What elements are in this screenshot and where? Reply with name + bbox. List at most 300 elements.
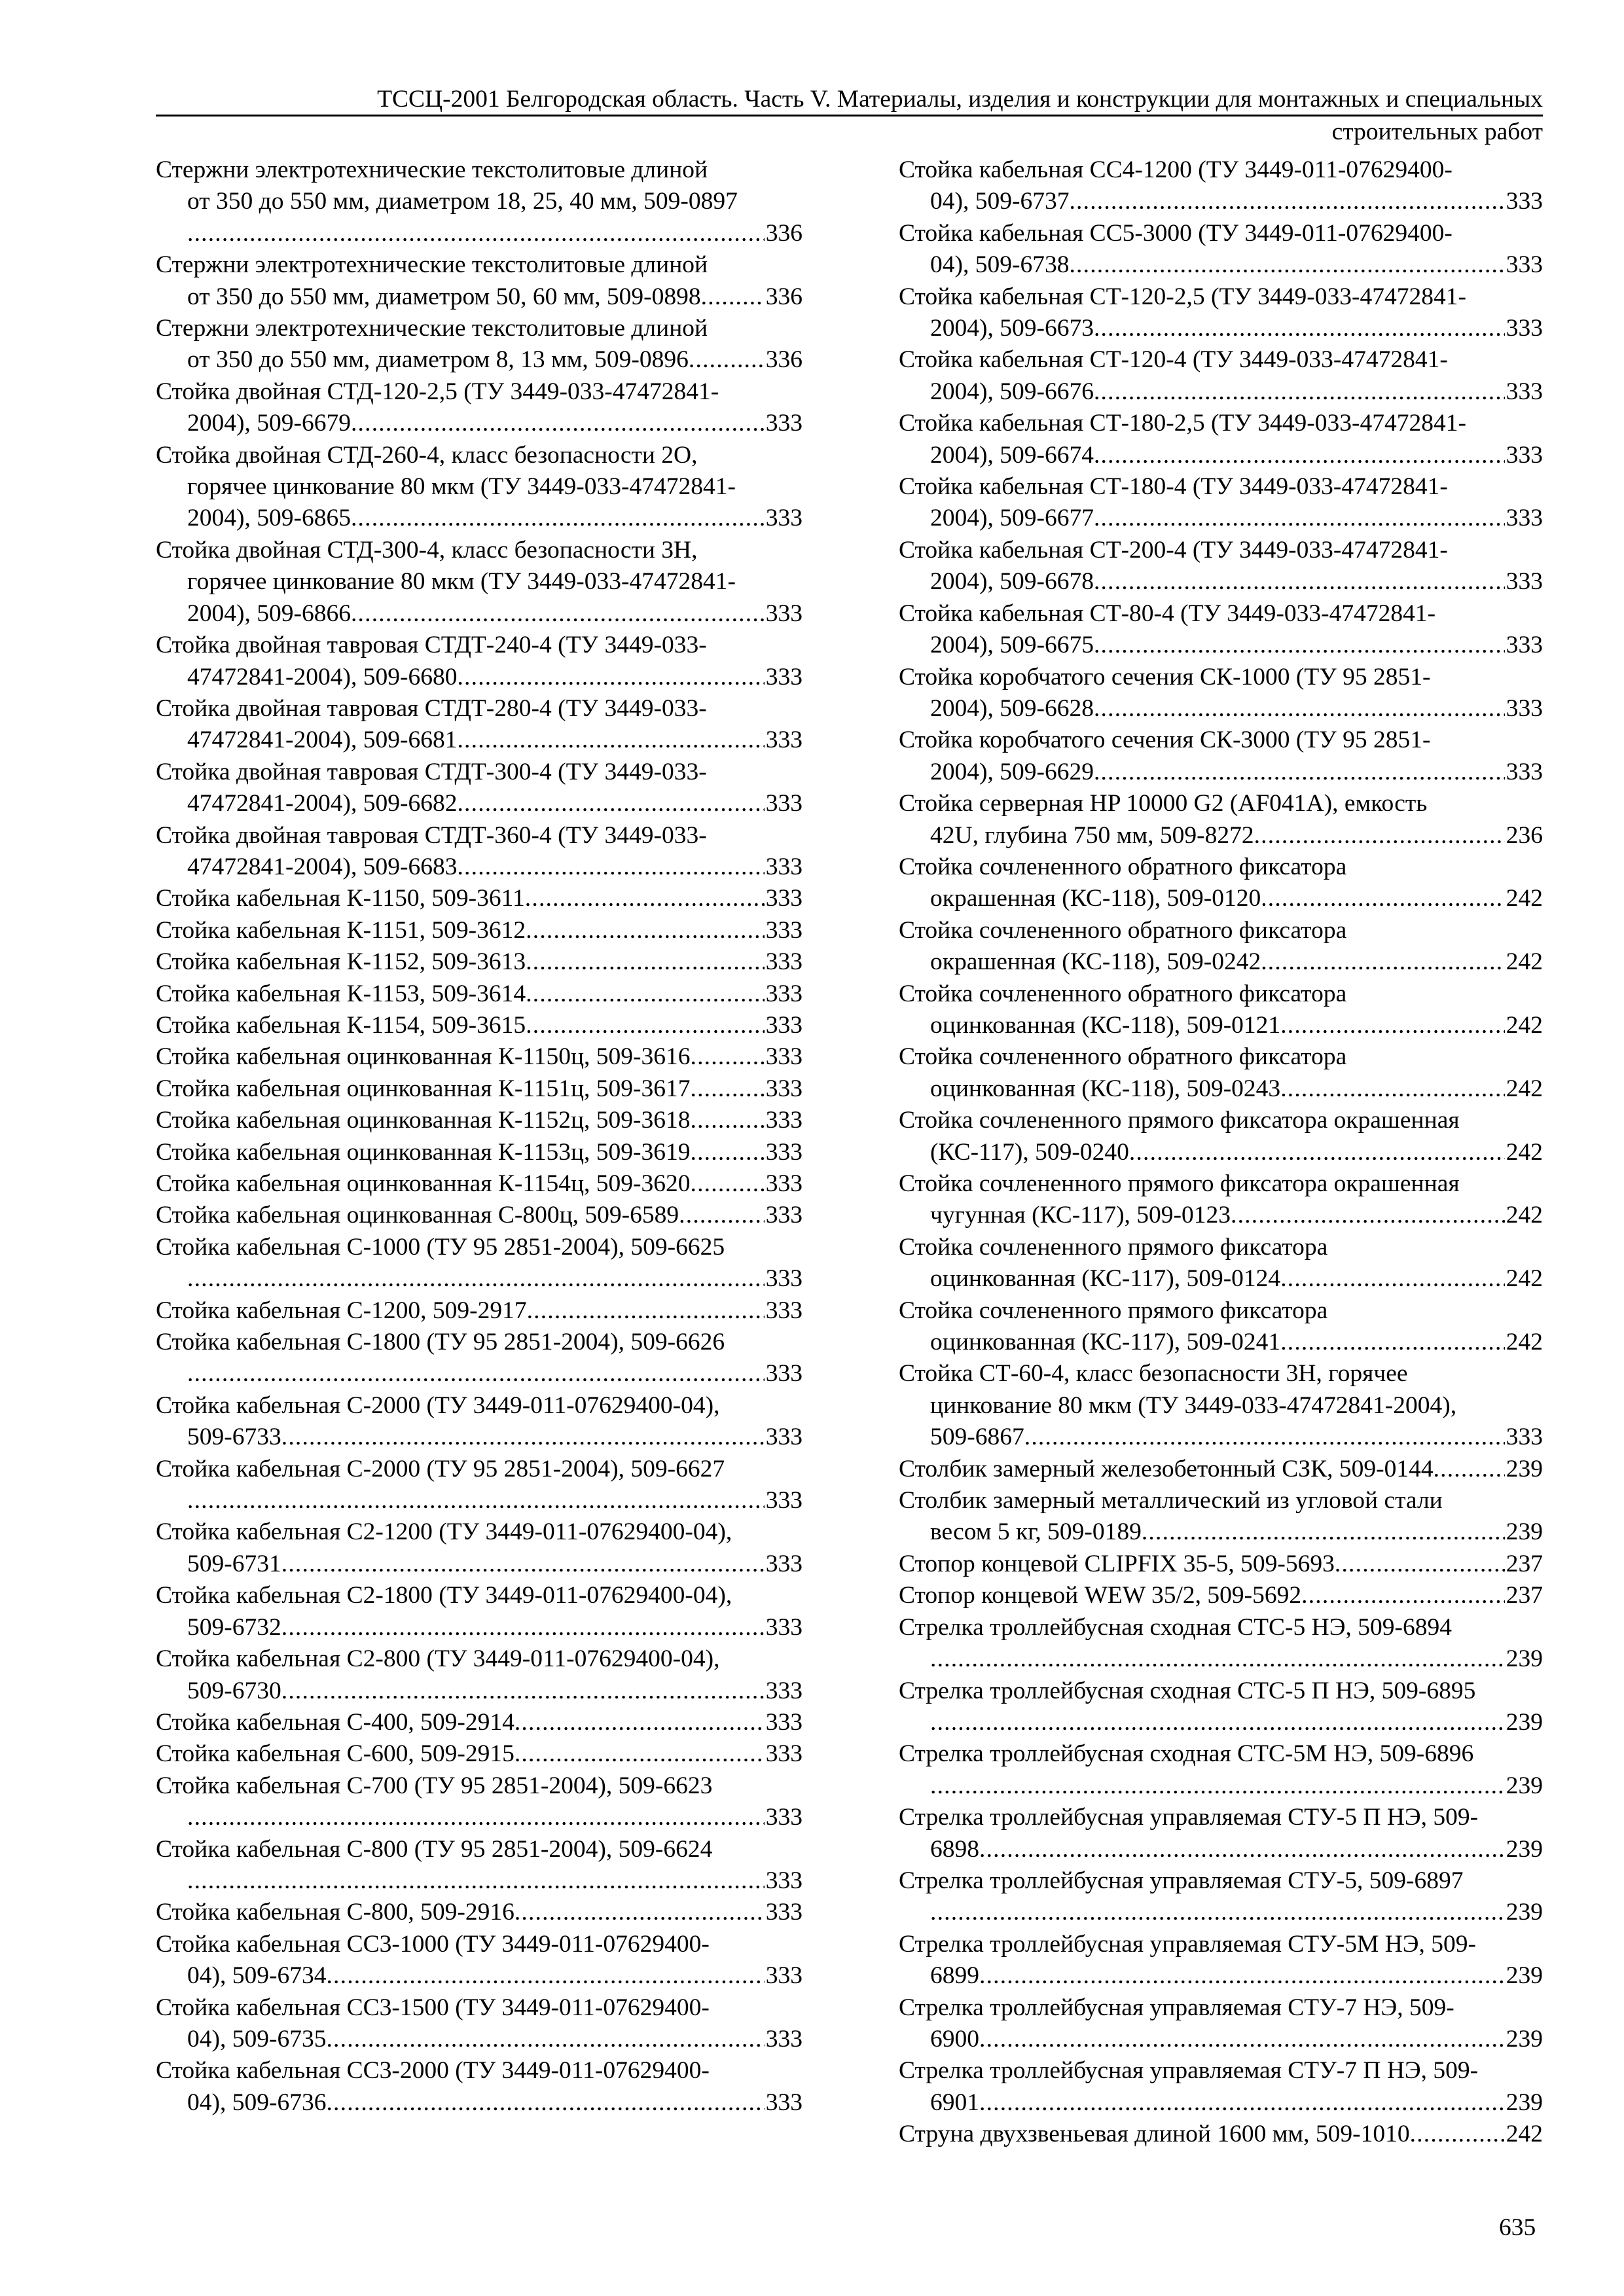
index-column-right (899, 154, 1543, 2151)
entry-text: Стойка серверная HP 10000 G2 (AF041A), емкость (899, 790, 1428, 817)
entry-text: Стойка сочлененного прямого фиксатора окрашенная (899, 1170, 1460, 1197)
index-entry (156, 1105, 803, 1136)
entry-page: 333 (765, 790, 803, 817)
entry-text: цинкование 80 мкм (ТУ 3449-033-47472841-2004), (930, 1391, 1457, 1419)
entry-text: Стойка кабельная С-1000 (ТУ 95 2851-2004), 509-6625 (156, 1233, 725, 1261)
index-entry (156, 1643, 803, 1707)
index-entry (156, 2055, 803, 2119)
entry-text: 04), 509-6734 (187, 1962, 327, 1990)
index-entry (156, 1168, 803, 1200)
dot-leader (679, 1200, 765, 1231)
entry-page: 333 (765, 1962, 803, 1990)
dot-leader (187, 1358, 765, 1390)
entry-page: 242 (1506, 885, 1543, 912)
dot-leader (691, 1137, 765, 1168)
index-entry (899, 725, 1543, 788)
index-entry (156, 820, 803, 884)
index-entry (899, 852, 1543, 915)
entry-text: Стойка двойная тавровая СТДТ-280-4 (ТУ 3449-033- (156, 694, 707, 722)
entry-page: 333 (1506, 315, 1543, 342)
dot-leader (351, 598, 765, 630)
index-entry (899, 154, 1543, 218)
entry-text: Стойка двойная СТД-260-4, класс безопасности 2О, (156, 441, 698, 469)
entry-text: Стойка двойная тавровая СТДТ-300-4 (ТУ 3449-033- (156, 758, 707, 785)
entry-page: 333 (1506, 694, 1543, 722)
dot-leader (187, 1802, 765, 1833)
entry-text: Стойка кабельная СС3-1000 (ТУ 3449-011-07629400- (156, 1930, 710, 1958)
index-entry (156, 1295, 803, 1327)
index-entry (899, 218, 1543, 281)
entry-text: Стержни электротехнические текстолитовые длиной (156, 315, 708, 342)
entry-page: 239 (1506, 1835, 1543, 1863)
entry-page: 242 (1506, 948, 1543, 976)
dot-leader (689, 344, 765, 376)
entry-text: 509-6731 (187, 1550, 281, 1577)
index-entry (899, 344, 1543, 408)
dot-leader (187, 218, 765, 249)
entry-page: 333 (765, 2089, 803, 2116)
entry-text: 2004), 509-6673 (930, 315, 1094, 342)
entry-text: Стойка коробчатого сечения СК-1000 (ТУ 95 2851- (899, 663, 1431, 691)
entry-page: 242 (1506, 1265, 1543, 1293)
entry-text: Стойка двойная СТД-300-4, класс безопасности 3Н, (156, 536, 698, 564)
entry-text: Стойка кабельная оцинкованная К-1150ц, 509-3616 (156, 1043, 691, 1071)
entry-text: Стойка кабельная СС5-3000 (ТУ 3449-011-07629400- (899, 219, 1453, 247)
entry-text: 509-6867 (930, 1424, 1024, 1451)
dot-leader (691, 1041, 765, 1073)
entry-text: Стойка кабельная оцинкованная К-1151ц, 509-3617 (156, 1075, 691, 1102)
running-header (156, 84, 1543, 145)
header-line-1: ТССЦ-2001 Белгородская область. Часть V. Материалы, изделия и конструкции для монтажных и специальных (377, 86, 1543, 113)
entry-text: Стойка сочлененного прямого фиксатора окрашенная (899, 1107, 1460, 1134)
entry-page: 333 (765, 1804, 803, 1831)
entry-page: 333 (765, 885, 803, 912)
entry-text: Стойка кабельная СТ-120-2,5 (ТУ 3449-033-47472841- (899, 283, 1467, 310)
dot-leader (457, 852, 764, 883)
entry-text: оцинкованная (КС-117), 509-0124 (930, 1265, 1281, 1293)
entry-text: Стойка кабельная СТ-80-4 (ТУ 3449-033-47472841- (899, 600, 1436, 627)
entry-text: Стойка кабельная оцинкованная С-800ц, 509-6589 (156, 1202, 679, 1229)
entry-text: Стойка кабельная С-2000 (ТУ 95 2851-2004), 509-6627 (156, 1455, 725, 1482)
index-entry (156, 1929, 803, 1992)
entry-text: Стойка кабельная С2-800 (ТУ 3449-011-07629400-04), (156, 1645, 720, 1673)
entry-text: 2004), 509-6676 (930, 378, 1094, 405)
entry-page: 333 (765, 600, 803, 627)
entry-text: Стойка сочлененного прямого фиксатора (899, 1297, 1328, 1324)
entry-page: 333 (765, 1107, 803, 1134)
entry-text: Стойка сочлененного обратного фиксатора (899, 1043, 1347, 1071)
entry-text: 2004), 509-6674 (930, 441, 1094, 469)
dot-leader (691, 1168, 765, 1200)
entry-text: 2004), 509-6866 (187, 600, 351, 627)
entry-text: 509-6732 (187, 1613, 281, 1641)
index-entry (156, 154, 803, 249)
entry-text: горячее цинкование 80 мкм (ТУ 3449-033-47472841- (187, 473, 736, 501)
entry-text: 2004), 509-6678 (930, 568, 1094, 596)
entry-text: (КС-117), 509-0240 (930, 1138, 1129, 1166)
dot-leader (1024, 1422, 1505, 1453)
dot-leader (457, 788, 764, 819)
entry-text: 47472841-2004), 509-6681 (187, 726, 458, 754)
index-column-left (156, 154, 803, 2119)
entry-text: Стержни электротехнические текстолитовые длиной (156, 251, 708, 279)
entry-page: 333 (765, 916, 803, 944)
index-entry (899, 1676, 1543, 1739)
dot-leader (187, 1865, 765, 1897)
index-entry (156, 1200, 803, 1231)
entry-text: 6898 (930, 1835, 979, 1863)
entry-page: 333 (765, 1424, 803, 1451)
dot-leader (930, 1707, 1505, 1738)
entry-text: Стойка сочлененного прямого фиксатора (899, 1233, 1328, 1261)
entry-page: 242 (1506, 1138, 1543, 1166)
entry-text: чугунная (КС-117), 509-0123 (930, 1202, 1231, 1229)
entry-text: Стойка двойная тавровая СТДТ-240-4 (ТУ 3449-033- (156, 632, 707, 659)
index-entry (156, 1992, 803, 2056)
entry-text: Стойка кабельная К-1153, 509-3614 (156, 980, 526, 1007)
index-entry (156, 1516, 803, 1580)
dot-leader (1254, 820, 1505, 852)
dot-leader (326, 1960, 764, 1992)
index-entry (156, 978, 803, 1010)
entry-page: 333 (765, 1138, 803, 1166)
entry-text: 47472841-2004), 509-6682 (187, 790, 458, 817)
entry-page: 333 (765, 1011, 803, 1039)
entry-text: 509-6730 (187, 1677, 281, 1704)
dot-leader (525, 883, 765, 914)
entry-text: Столбик замерный железобетонный СЗК, 509-0144 (899, 1455, 1434, 1482)
entry-page: 333 (765, 2025, 803, 2053)
index-entry (899, 978, 1543, 1042)
entry-text: Стрелка троллейбусная управляемая СТУ-5М НЭ, 509- (899, 1930, 1477, 1958)
entry-page: 333 (1506, 251, 1543, 279)
index-entry (156, 440, 803, 535)
dot-leader (691, 1073, 765, 1105)
dot-leader (526, 978, 765, 1010)
dot-leader (1142, 1516, 1505, 1548)
entry-page: 333 (765, 1297, 803, 1324)
dot-leader (979, 2024, 1505, 2055)
index-entry (156, 946, 803, 978)
dot-leader (351, 503, 765, 534)
entry-text: весом 5 кг, 509-0189 (930, 1518, 1142, 1546)
entry-page: 336 (765, 283, 803, 310)
dot-leader (281, 1612, 765, 1643)
entry-page: 333 (765, 1202, 803, 1229)
entry-text: Стойка кабельная СТ-120-4 (ТУ 3449-033-47472841- (899, 346, 1448, 374)
entry-page: 333 (765, 1487, 803, 1515)
entry-text: Стрелка троллейбусная управляемая СТУ-7 НЭ, 509- (899, 1994, 1454, 2021)
dot-leader (930, 1770, 1505, 1802)
dot-leader (326, 2024, 764, 2055)
entry-text: Стойка кабельная К-1152, 509-3613 (156, 948, 526, 976)
header-line-2: строительных работ (1331, 118, 1543, 145)
index-entry (899, 598, 1543, 662)
index-entry (899, 662, 1543, 725)
entry-text: от 350 до 550 мм, диаметром 8, 13 мм, 509-0896 (187, 346, 689, 374)
entry-page: 333 (765, 1899, 803, 1926)
index-entry (156, 535, 803, 630)
dot-leader (514, 1738, 765, 1770)
index-entry (156, 1327, 803, 1390)
dot-leader (1261, 883, 1505, 914)
entry-text: Стрелка троллейбусная управляемая СТУ-7 П НЭ, 509- (899, 2057, 1479, 2085)
index-entry (899, 1485, 1543, 1549)
entry-text: 2004), 509-6629 (930, 758, 1094, 785)
index-entry (156, 630, 803, 693)
index-entry (899, 1549, 1543, 1580)
entry-text: Стойка кабельная С2-1200 (ТУ 3449-011-07629400-04), (156, 1518, 732, 1546)
entry-page: 239 (1506, 1455, 1543, 1482)
entry-text: Стойка двойная тавровая СТДТ-360-4 (ТУ 3449-033- (156, 821, 707, 849)
entry-page: 333 (765, 853, 803, 880)
index-entry (156, 915, 803, 946)
index-entry (899, 1865, 1543, 1929)
dot-leader (1069, 249, 1504, 281)
index-entry (156, 1707, 803, 1738)
entry-page: 333 (765, 1075, 803, 1102)
entry-page: 336 (765, 346, 803, 374)
entry-text: Стойка кабельная оцинкованная К-1154ц, 509-3620 (156, 1170, 691, 1197)
index-entry (156, 1232, 803, 1295)
entry-text: Стрелка троллейбусная сходная СТС-5 НЭ, 509-6894 (899, 1613, 1452, 1641)
dot-leader (457, 725, 764, 756)
entry-page: 333 (1506, 188, 1543, 215)
entry-page: 333 (1506, 758, 1543, 785)
entry-text: Стойка кабельная К-1151, 509-3612 (156, 916, 526, 944)
entry-text: Стойка кабельная С-1800 (ТУ 95 2851-2004), 509-6626 (156, 1329, 725, 1356)
dot-leader (527, 1295, 765, 1327)
dot-leader (1094, 693, 1505, 725)
entry-page: 333 (765, 1265, 803, 1293)
dot-leader (281, 1549, 765, 1580)
dot-leader (187, 1485, 765, 1516)
entry-page: 333 (765, 1867, 803, 1894)
dot-leader (1094, 757, 1505, 788)
index-entry (156, 313, 803, 376)
entry-text: Стойка кабельная С-400, 509-2914 (156, 1708, 514, 1736)
entry-text: 6900 (930, 2025, 979, 2053)
entry-page: 333 (765, 980, 803, 1007)
entry-text: 6899 (930, 1962, 979, 1990)
entry-page: 333 (1506, 378, 1543, 405)
entry-text: 2004), 509-6865 (187, 505, 351, 532)
index-entry (899, 1992, 1543, 2056)
entry-text: 6901 (930, 2089, 979, 2116)
index-entry (156, 1137, 803, 1168)
entry-text: от 350 до 550 мм, диаметром 50, 60 мм, 509-0898 (187, 283, 701, 310)
dot-leader (1335, 1549, 1505, 1580)
index-entry (156, 1834, 803, 1897)
dot-leader (526, 915, 765, 946)
entry-text: 04), 509-6737 (930, 188, 1070, 215)
entry-page: 333 (765, 1740, 803, 1768)
entry-text: Стойка кабельная СТ-180-2,5 (ТУ 3449-033-47472841- (899, 410, 1467, 437)
page-number: 635 (1499, 2214, 1536, 2241)
index-entry (899, 1580, 1543, 1611)
dot-leader (1094, 376, 1505, 408)
dot-leader (526, 946, 765, 978)
entry-page: 239 (1506, 1962, 1543, 1990)
index-entry (899, 1105, 1543, 1168)
dot-leader (1094, 630, 1505, 661)
index-entry (899, 1454, 1543, 1485)
entry-page: 333 (1506, 505, 1543, 532)
index-entry (899, 471, 1543, 535)
entry-page: 239 (1506, 1645, 1543, 1673)
index-entry (156, 1073, 803, 1105)
entry-text: 04), 509-6736 (187, 2089, 327, 2116)
dot-leader (691, 1105, 765, 1136)
dot-leader (979, 1834, 1505, 1865)
entry-page: 333 (765, 1043, 803, 1071)
dot-leader (1301, 1580, 1505, 1611)
entry-page: 239 (1506, 1899, 1543, 1926)
dot-leader (1280, 1327, 1505, 1358)
entry-text: Стрелка троллейбусная сходная СТС-5 П НЭ, 509-6895 (899, 1677, 1476, 1704)
entry-text: Стойка кабельная оцинкованная К-1152ц, 509-3618 (156, 1107, 691, 1134)
entry-page: 242 (1506, 1329, 1543, 1356)
index-entry (899, 1358, 1543, 1453)
index-entry (899, 1612, 1543, 1676)
entry-text: Стойка кабельная С-800, 509-2916 (156, 1899, 514, 1926)
dot-leader (514, 1897, 765, 1928)
entry-text: 2004), 509-6679 (187, 410, 351, 437)
entry-text: Стрелка троллейбусная управляемая СТУ-5, 509-6897 (899, 1867, 1464, 1894)
dot-leader (281, 1676, 765, 1707)
dot-leader (930, 1643, 1505, 1675)
entry-page: 333 (765, 1360, 803, 1388)
index-entry (899, 1802, 1543, 1865)
index-entry (899, 408, 1543, 471)
dot-leader (514, 1707, 765, 1738)
entry-page: 333 (765, 726, 803, 754)
index-entry (899, 1295, 1543, 1359)
entry-text: Стержни электротехнические текстолитовые длиной (156, 156, 708, 183)
entry-text: 509-6733 (187, 1424, 281, 1451)
entry-text: Стопор концевой WEW 35/2, 509-5692 (899, 1582, 1302, 1609)
entry-text: Стойка кабельная К-1154, 509-3615 (156, 1011, 526, 1039)
dot-leader (1280, 1073, 1505, 1105)
entry-text: оцинкованная (КС-117), 509-0241 (930, 1329, 1281, 1356)
entry-text: окрашенная (КС-118), 509-0242 (930, 948, 1261, 976)
index-entry (899, 1738, 1543, 1802)
entry-page: 333 (1506, 441, 1543, 469)
entry-text: горячее цинкование 80 мкм (ТУ 3449-033-47472841- (187, 568, 736, 596)
entry-text: 47472841-2004), 509-6683 (187, 853, 458, 880)
entry-text: Стойка кабельная С-600, 509-2915 (156, 1740, 514, 1768)
entry-page: 333 (765, 1677, 803, 1704)
entry-text: Струна двухзвеньевая длиной 1600 мм, 509-1010 (899, 2121, 1410, 2148)
entry-text: Стойка сочлененного обратного фиксатора (899, 853, 1347, 880)
entry-page: 333 (765, 410, 803, 437)
entry-page: 239 (1506, 1772, 1543, 1799)
index-entry (899, 915, 1543, 978)
entry-text: Стойка кабельная К-1150, 509-3611 (156, 885, 525, 912)
entry-page: 333 (1506, 568, 1543, 596)
entry-text: Стопор концевой CLIPFIX 35-5, 509-5693 (899, 1550, 1335, 1577)
entry-text: окрашенная (КС-118), 509-0120 (930, 885, 1261, 912)
index-entry (899, 1929, 1543, 1992)
index-entry (899, 281, 1543, 345)
dot-leader (281, 1422, 765, 1453)
dot-leader (1410, 2119, 1505, 2150)
entry-text: 47472841-2004), 509-6680 (187, 663, 458, 691)
dot-leader (1129, 1137, 1505, 1168)
entry-page: 333 (765, 948, 803, 976)
dot-leader (326, 2087, 764, 2119)
entry-page: 333 (765, 1613, 803, 1641)
index-entry (156, 1010, 803, 1041)
index-entry (156, 693, 803, 757)
entry-text: Стойка кабельная СС4-1200 (ТУ 3449-011-07629400- (899, 156, 1453, 183)
dot-leader (187, 1263, 765, 1295)
entry-text: Стойка кабельная СТ-200-4 (ТУ 3449-033-47472841- (899, 536, 1448, 564)
entry-text: Стойка сочлененного обратного фиксатора (899, 980, 1347, 1007)
entry-page: 237 (1506, 1582, 1543, 1609)
entry-text: Стойка коробчатого сечения СК-3000 (ТУ 95 2851- (899, 726, 1431, 754)
entry-page: 239 (1506, 1708, 1543, 1736)
index-entry (156, 1738, 803, 1770)
index-entry (899, 1232, 1543, 1295)
entry-text: 2004), 509-6677 (930, 505, 1094, 532)
index-entry (156, 1041, 803, 1073)
entry-page: 237 (1506, 1550, 1543, 1577)
entry-text: Стойка кабельная С-1200, 509-2917 (156, 1297, 527, 1324)
dot-leader (1280, 1010, 1505, 1041)
dot-leader (1231, 1200, 1505, 1231)
index-entry (156, 1770, 803, 1834)
entry-text: Стойка кабельная С-800 (ТУ 95 2851-2004), 509-6624 (156, 1835, 713, 1863)
index-entry (156, 376, 803, 440)
index-entry (156, 249, 803, 313)
entry-page: 333 (765, 663, 803, 691)
entry-text: 04), 509-6738 (930, 251, 1070, 279)
dot-leader (701, 281, 765, 313)
entry-page: 333 (765, 1708, 803, 1736)
entry-page: 236 (1506, 821, 1543, 849)
entry-text: 2004), 509-6628 (930, 694, 1094, 722)
entry-text: Стойка кабельная оцинкованная К-1153ц, 509-3619 (156, 1138, 691, 1166)
index-entry (156, 757, 803, 820)
entry-text: 2004), 509-6675 (930, 632, 1094, 659)
entry-page: 239 (1506, 2025, 1543, 2053)
entry-page: 333 (1506, 632, 1543, 659)
dot-leader (1434, 1454, 1505, 1485)
dot-leader (1261, 946, 1505, 978)
entry-text: Стойка кабельная СТ-180-4 (ТУ 3449-033-47472841- (899, 473, 1448, 501)
entry-text: Стойка кабельная С-700 (ТУ 95 2851-2004), 509-6623 (156, 1772, 713, 1799)
dot-leader (351, 408, 765, 439)
entry-text: Стойка кабельная С-2000 (ТУ 3449-011-07629400-04), (156, 1391, 720, 1419)
dot-leader (1094, 440, 1505, 471)
entry-text: от 350 до 550 мм, диаметром 18, 25, 40 мм, 509-0897 (187, 188, 738, 215)
index-entry (899, 1041, 1543, 1105)
dot-leader (526, 1010, 765, 1041)
index-entry (899, 788, 1543, 852)
entry-text: оцинкованная (КС-118), 509-0243 (930, 1075, 1281, 1102)
entry-text: Столбик замерный металлический из угловой стали (899, 1487, 1443, 1515)
entry-page: 242 (1506, 1011, 1543, 1039)
entry-page: 333 (765, 505, 803, 532)
index-entry (899, 535, 1543, 598)
dot-leader (457, 662, 764, 693)
entry-text: Стрелка троллейбусная управляемая СТУ-5 П НЭ, 509- (899, 1804, 1479, 1831)
entry-page: 242 (1506, 1075, 1543, 1102)
entry-page: 336 (765, 219, 803, 247)
entry-page: 242 (1506, 1202, 1543, 1229)
dot-leader (930, 1897, 1505, 1928)
